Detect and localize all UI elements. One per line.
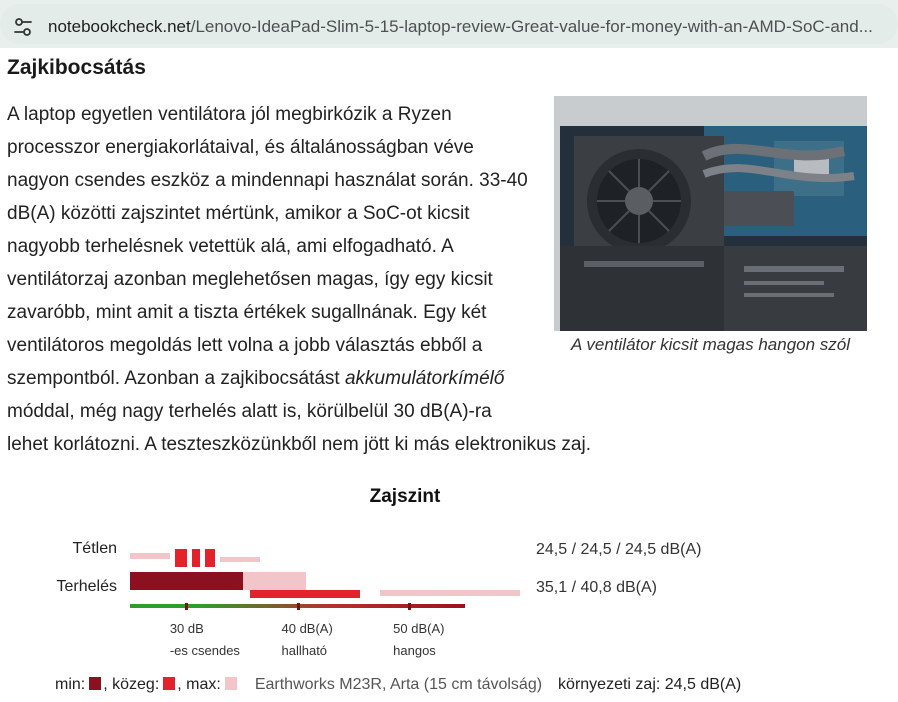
article-line: dB(A) közötti zajszintet mértünk, amikor a SoC-ot kicsit (7, 203, 470, 224)
tick-description: hangos (393, 643, 436, 658)
url-pill[interactable] (0, 4, 898, 44)
idle-bar-max (220, 557, 260, 562)
browser-address-bar (0, 0, 898, 48)
legend-min-swatch (89, 677, 101, 690)
legend-ambient: környezeti zaj: 24,5 dB(A) (558, 676, 742, 693)
idle-bar-avg (205, 549, 215, 567)
scale-tick-label (393, 618, 444, 662)
row-label-idle: Tétlen (72, 540, 117, 557)
article-figure (554, 96, 867, 355)
article-line: nagyobb terhelésnek vetettük alá, ami elfogadható. A (7, 236, 454, 257)
tick-value: 50 dB(A) (393, 621, 445, 636)
battery-saver-term: akkumulátorkímélő (344, 368, 505, 389)
site-settings-icon[interactable] (12, 16, 34, 38)
url-path: /Lenovo-IdeaPad-Slim-5-15-laptop-review-Great-value-for-money-with-an-AMD-SoC-and... (190, 17, 873, 36)
legend-avg-label: , közeg: (103, 676, 160, 693)
load-bar-max (380, 590, 520, 596)
legend-max-label: , max: (177, 676, 221, 693)
row-label-load: Terhelés (56, 578, 117, 595)
url-domain: notebookcheck.net (48, 17, 191, 36)
row-value-idle: 24,5 / 24,5 / 24,5 dB(A) (536, 541, 702, 558)
tick-value: 40 dB(A) (281, 621, 333, 636)
article-line: processzor energiakorlátaival, és általánosságban véve (7, 137, 474, 158)
scale-tick (297, 603, 300, 610)
load-bar-avg (250, 590, 360, 598)
scale-tick-label (282, 618, 333, 662)
chart-legend (55, 676, 741, 694)
legend-device: Earthworks M23R, Arta (15 cm távolság) (254, 676, 543, 693)
article-line: ventilátoros megoldás lett volna a jobb választás ebből a (7, 335, 483, 356)
laptop-internals-photo[interactable] (554, 96, 867, 331)
article-line: A laptop egyetlen ventilátora jól megbirkózik a Ryzen (7, 104, 452, 125)
article-line: ventilátorzaj azonban meglehetősen magas, így egy kicsit (7, 269, 493, 290)
article-text: szempontból. Azonban a zajkibocsátást (7, 368, 345, 389)
url-text[interactable] (48, 17, 894, 37)
article-line: lehet korlátozni. A teszteszközünkből nem jött ki más elektronikus zaj. (7, 434, 591, 455)
tick-value: 30 dB (169, 621, 204, 636)
scale-tick (408, 603, 411, 610)
legend-min-label: min: (55, 676, 86, 693)
chart-title: Zajszint (369, 486, 441, 507)
scale-tick-label (170, 618, 240, 662)
section-title: Zajkibocsátás (7, 56, 146, 79)
scale-tick (185, 603, 188, 610)
article-line: nagyon csendes eszköz a mindennapi használat során. 33-40 (7, 170, 528, 191)
article-line (7, 362, 627, 395)
idle-bar-avg (175, 549, 187, 567)
tick-description: -es csendes (169, 643, 240, 658)
row-value-load: 35,1 / 40,8 dB(A) (536, 579, 657, 596)
tick-description: hallható (281, 643, 328, 658)
idle-bar-max (130, 553, 170, 559)
load-bar-avg (130, 572, 243, 590)
legend-max-swatch (225, 677, 237, 690)
legend-avg-swatch (163, 677, 175, 690)
article-line: zavaróbb, mint amit a tiszta értékek sugallnának. Egy két (7, 302, 487, 323)
article-body (7, 98, 627, 461)
article-line: móddal, még nagy terhelés alatt is, körülbelül 30 dB(A)-ra (7, 401, 492, 422)
idle-bar-avg (192, 549, 200, 567)
figure-caption: A ventilátor kicsit magas hangon szól (570, 335, 851, 354)
